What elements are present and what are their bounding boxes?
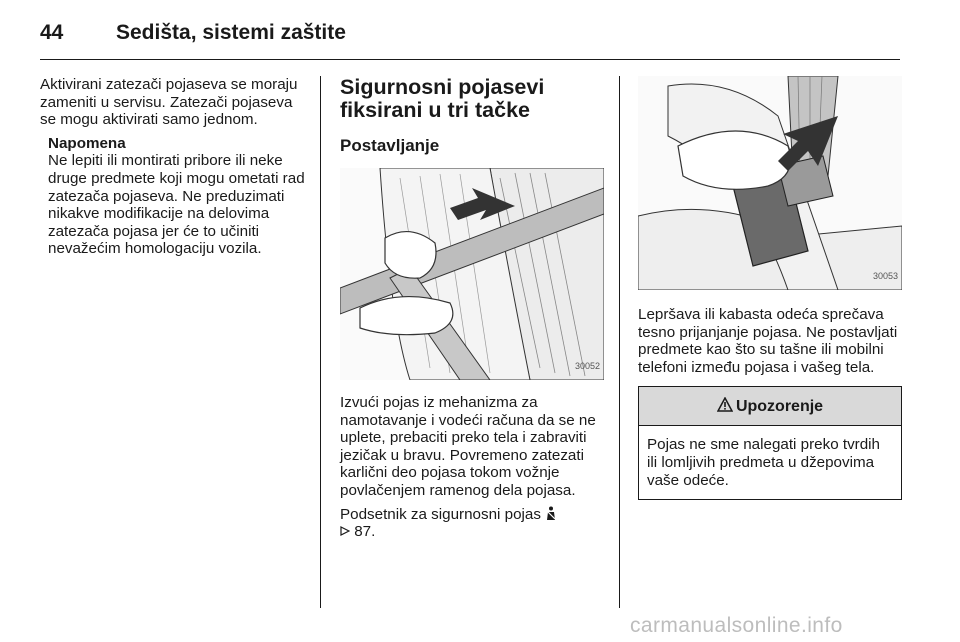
page-header [0, 0, 960, 60]
note-block [48, 135, 308, 258]
seatbelt-person-icon [545, 506, 557, 523]
column-1 [40, 76, 308, 258]
column-divider-right [619, 76, 620, 608]
warning-triangle-icon [717, 397, 733, 417]
page-number: 44 [40, 21, 64, 44]
seatbelt-reminder-reference [340, 506, 604, 541]
column-divider-left [320, 76, 321, 608]
warning-header [639, 387, 901, 426]
fastening-drawing [340, 168, 604, 380]
fastening-subheading: Postavljanje [340, 136, 440, 155]
note-text: Ne lepiti ili montirati pribore ili neke druge predmete koji mogu ometati rad zatezača pojaseva. Ne preduzimati nikakve modifikacije na delovima zatezača pojasa jer će to učiniti nevažećim homologaciju vozila. [48, 152, 305, 258]
seatbelt-heading: Sigurnosni pojasevi fiksirani u tri tačke [340, 75, 545, 122]
note-heading: Napomena [48, 134, 126, 152]
pretensioner-intro: Aktivirani zatezači pojaseva se moraju zameniti u servisu. Zatezači pojaseva se mogu aktivirati samo jednom. [40, 76, 298, 129]
figure-label-30053: 30053 [872, 271, 898, 282]
column-2 [340, 76, 604, 547]
header-rule [40, 59, 900, 60]
column-3 [638, 76, 902, 500]
reminder-text: Podsetnik za sigurnosni pojas [340, 505, 541, 523]
section-title: Sedišta, sistemi zaštite [116, 21, 346, 44]
buckle-drawing [638, 76, 902, 290]
page-reference-icon [340, 523, 354, 540]
clothing-advice: Lepršava ili kabasta odeća sprečava tesno prijanjanje pojasa. Ne postavljati predmete kao što su tašne ili mobilni telefoni između pojasa i vašeg tela. [638, 306, 898, 376]
figure-label-30052: 30052 [574, 361, 600, 372]
seatbelt-fastening-illustration [340, 168, 604, 380]
reminder-page-number: 87. [354, 523, 376, 541]
warning-box [638, 386, 902, 500]
warning-title: Upozorenje [735, 397, 824, 415]
watermark: carmanualsonline.info [630, 614, 843, 637]
fastening-instructions: Izvući pojas iz mehanizma za namotavanje i vodeći računa da se ne uplete, prebaciti preko tela i zabraviti jezičak u bravu. Povremeno zatezati karlični deo pojasa tokom vožnje povlačenjem ramenog dela pojasa. [340, 394, 596, 499]
buckle-illustration [638, 76, 902, 290]
warning-text: Pojas ne sme nalegati preko tvrdih ili lomljivih predmeta u džepovima vaše odeće. [647, 436, 881, 489]
